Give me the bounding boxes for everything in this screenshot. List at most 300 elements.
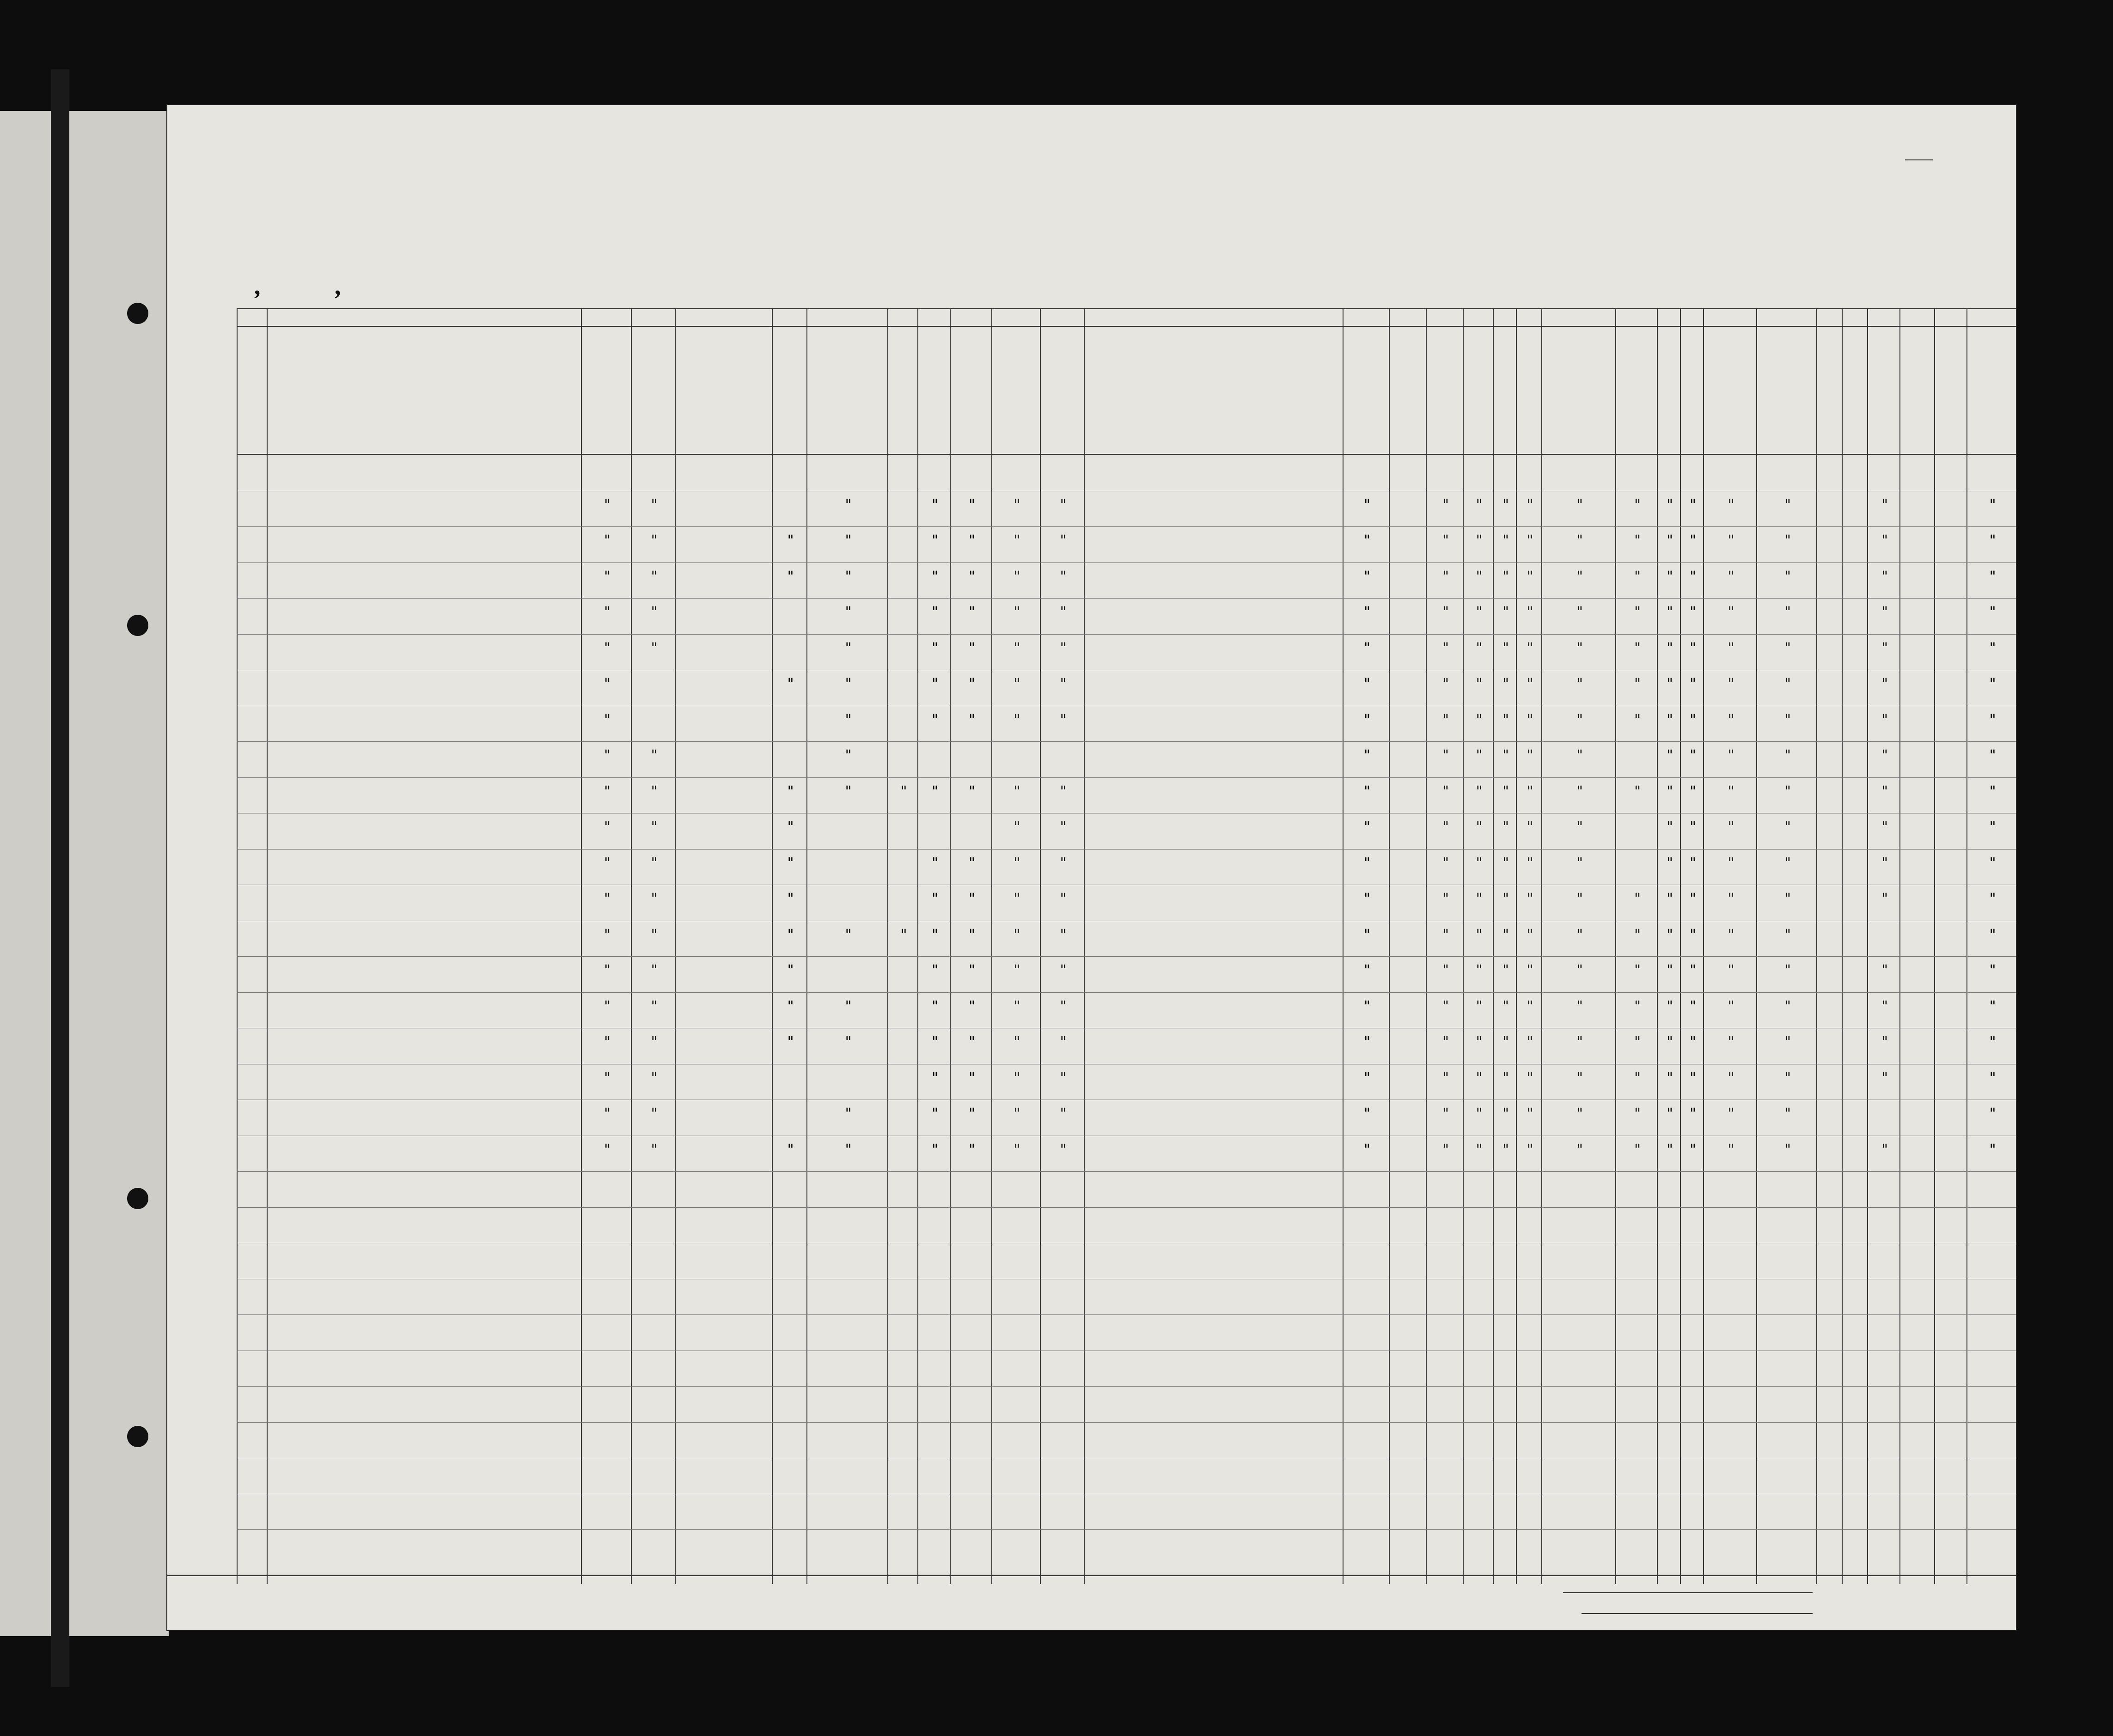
ditto-mark: " [1988, 926, 1997, 943]
ditto-mark: " [1633, 496, 1642, 513]
ditto-mark: " [1727, 891, 1735, 907]
ditto-mark: " [844, 1034, 853, 1050]
ditto-mark: " [1441, 640, 1450, 656]
binder-hole [127, 1188, 148, 1209]
ditto-mark: " [1576, 711, 1584, 728]
ditto-mark: " [968, 962, 977, 978]
ditto-mark: " [1441, 962, 1450, 978]
grid-vline [1703, 308, 1704, 1584]
grid-vline [1966, 308, 1967, 1584]
ditto-mark: " [1783, 676, 1792, 692]
ditto-mark: " [1727, 1034, 1735, 1050]
ditto-mark: " [1475, 1034, 1484, 1050]
ditto-mark: " [1502, 604, 1510, 620]
ditto-mark: " [931, 855, 940, 871]
grid-vline [1516, 308, 1517, 1584]
grid-row-rule [237, 1207, 2016, 1208]
ditto-mark: " [1526, 640, 1534, 656]
grid-hline [167, 1575, 2016, 1576]
ditto-mark: " [1059, 855, 1068, 871]
ditto-mark: " [1881, 640, 1889, 656]
ditto-mark: " [1059, 926, 1068, 943]
ditto-mark: " [1059, 532, 1068, 549]
ditto-mark: " [1441, 711, 1450, 728]
ditto-mark: " [1059, 1141, 1068, 1158]
grid-vline [1040, 308, 1041, 1584]
ditto-mark: " [931, 532, 940, 549]
ditto-mark: " [603, 676, 612, 692]
ditto-mark: " [1881, 568, 1889, 585]
grid-row-rule [237, 526, 2016, 527]
ditto-mark: " [1633, 604, 1642, 620]
ditto-mark: " [1013, 604, 1021, 620]
ditto-mark: " [1013, 819, 1021, 835]
ditto-mark: " [1988, 1106, 1997, 1122]
ditto-mark: " [931, 1070, 940, 1086]
ditto-mark: " [1059, 604, 1068, 620]
ditto-mark: " [1689, 891, 1698, 907]
ditto-mark: " [1502, 855, 1510, 871]
ditto-mark: " [1475, 676, 1484, 692]
ditto-mark: " [1502, 747, 1510, 764]
ditto-mark: " [603, 926, 612, 943]
ditto-mark: " [1689, 926, 1698, 943]
ditto-mark: " [650, 1070, 659, 1086]
ditto-mark: " [1013, 1070, 1021, 1086]
ditto-mark: " [1576, 676, 1584, 692]
ditto-mark: " [1526, 819, 1534, 835]
ditto-mark: " [1363, 747, 1372, 764]
grid-row-rule [237, 1314, 2016, 1315]
ditto-mark: " [931, 1034, 940, 1050]
ditto-mark: " [1502, 1141, 1510, 1158]
ditto-mark: " [1363, 532, 1372, 549]
ditto-mark: " [1502, 962, 1510, 978]
ditto-mark: " [1633, 676, 1642, 692]
ditto-mark: " [1475, 855, 1484, 871]
ditto-mark: " [1526, 783, 1534, 800]
ditto-mark: " [786, 962, 795, 978]
ditto-mark: " [968, 855, 977, 871]
ditto-mark: " [1475, 604, 1484, 620]
ditto-mark: " [1689, 532, 1698, 549]
ditto-mark: " [1059, 568, 1068, 585]
ditto-mark: " [1988, 1141, 1997, 1158]
ditto-mark: " [1783, 711, 1792, 728]
ditto-mark: " [1666, 711, 1674, 728]
ditto-mark: " [1727, 783, 1735, 800]
ditto-mark: " [1526, 1141, 1534, 1158]
ditto-mark: " [899, 926, 908, 943]
grid-vline [1842, 308, 1843, 1584]
ditto-mark: " [1666, 819, 1674, 835]
ditto-mark: " [1666, 1070, 1674, 1086]
ditto-mark: " [1013, 926, 1021, 943]
ditto-mark: " [650, 568, 659, 585]
ditto-mark: " [1363, 1034, 1372, 1050]
ditto-mark: " [931, 496, 940, 513]
ditto-mark: " [1783, 1106, 1792, 1122]
ditto-mark: " [1988, 855, 1997, 871]
ditto-mark: " [650, 962, 659, 978]
grid-row-rule [237, 562, 2016, 563]
ditto-mark: " [968, 783, 977, 800]
ditto-mark: " [1576, 496, 1584, 513]
grid-vline [237, 308, 238, 1584]
ditto-mark: " [1689, 962, 1698, 978]
ditto-mark: " [1666, 1141, 1674, 1158]
ditto-mark: " [844, 783, 853, 800]
ditto-mark: " [1666, 783, 1674, 800]
ditto-mark: " [844, 604, 853, 620]
grid-vline [1084, 308, 1085, 1584]
ditto-mark: " [650, 1141, 659, 1158]
ditto-mark: " [1881, 532, 1889, 549]
ditto-mark: " [1666, 1106, 1674, 1122]
ditto-mark: " [1988, 962, 1997, 978]
ditto-mark: " [1502, 891, 1510, 907]
ditto-mark: " [1526, 962, 1534, 978]
ditto-mark: " [968, 640, 977, 656]
ditto-mark: " [1475, 819, 1484, 835]
ditto-mark: " [1526, 604, 1534, 620]
ditto-mark: " [931, 568, 940, 585]
ditto-mark: " [1783, 532, 1792, 549]
ditto-mark: " [1666, 855, 1674, 871]
ditto-mark: " [1576, 640, 1584, 656]
ditto-mark: " [1502, 926, 1510, 943]
ditto-mark: " [1727, 855, 1735, 871]
grid-vline [917, 308, 918, 1584]
ditto-mark: " [1363, 998, 1372, 1015]
ditto-mark: " [1633, 640, 1642, 656]
ditto-mark: " [1727, 640, 1735, 656]
ditto-mark: " [1013, 496, 1021, 513]
ditto-mark: " [1363, 568, 1372, 585]
ditto-mark: " [1633, 783, 1642, 800]
ditto-mark: " [1059, 962, 1068, 978]
ditto-mark: " [786, 855, 795, 871]
ditto-mark: " [1576, 998, 1584, 1015]
ditto-mark: " [603, 855, 612, 871]
ditto-mark: " [603, 783, 612, 800]
ditto-mark: " [1441, 891, 1450, 907]
ditto-mark: " [1727, 747, 1735, 764]
ditto-mark: " [1783, 819, 1792, 835]
ditto-mark: " [1363, 1070, 1372, 1086]
ditto-mark: " [844, 926, 853, 943]
ditto-mark: " [1666, 532, 1674, 549]
ditto-mark: " [1666, 962, 1674, 978]
ditto-mark: " [1727, 926, 1735, 943]
ditto-mark: " [1363, 891, 1372, 907]
ditto-mark: " [1783, 747, 1792, 764]
ditto-mark: " [1526, 676, 1534, 692]
ditto-mark: " [1988, 568, 1997, 585]
ditto-mark: " [1988, 676, 1997, 692]
ditto-mark: " [1013, 891, 1021, 907]
ditto-mark: " [1666, 998, 1674, 1015]
ditto-mark: " [1013, 676, 1021, 692]
grid-vline [581, 308, 582, 1584]
ditto-mark: " [650, 783, 659, 800]
ditto-mark: " [1475, 496, 1484, 513]
ditto-mark: " [1881, 855, 1889, 871]
grid-row-rule [237, 634, 2016, 635]
ditto-mark: " [1881, 783, 1889, 800]
grid-vline [1541, 308, 1542, 1584]
ditto-mark: " [650, 1034, 659, 1050]
ditto-mark: " [1441, 1106, 1450, 1122]
ditto-mark: " [1363, 962, 1372, 978]
ditto-mark: " [844, 1141, 853, 1158]
ditto-mark: " [1059, 676, 1068, 692]
ditto-mark: " [1526, 855, 1534, 871]
grid-row-rule [237, 777, 2016, 778]
ditto-mark: " [844, 711, 853, 728]
ditto-mark: " [1441, 1141, 1450, 1158]
ditto-mark: " [1727, 604, 1735, 620]
ditto-mark: " [1475, 568, 1484, 585]
ditto-mark: " [603, 819, 612, 835]
ditto-mark: " [1783, 496, 1792, 513]
ditto-mark: " [1013, 568, 1021, 585]
ditto-mark: " [1689, 496, 1698, 513]
ditto-mark: " [1576, 1106, 1584, 1122]
grid-vline [1680, 308, 1681, 1584]
left-page-stub [0, 111, 169, 1636]
ditto-mark: " [1633, 926, 1642, 943]
grid-vline [950, 308, 951, 1584]
ditto-mark: " [786, 1034, 795, 1050]
ditto-mark: " [1502, 1070, 1510, 1086]
ditto-mark: " [1881, 604, 1889, 620]
ditto-mark: " [1502, 783, 1510, 800]
grid-vline [1756, 308, 1757, 1584]
ditto-mark: " [1727, 1106, 1735, 1122]
ditto-mark: " [931, 783, 940, 800]
ditto-mark: " [786, 1141, 795, 1158]
ditto-mark: " [1502, 640, 1510, 656]
ditto-mark: " [1988, 1070, 1997, 1086]
ditto-mark: " [1881, 1034, 1889, 1050]
ditto-mark: " [603, 568, 612, 585]
binder-hole [127, 303, 148, 324]
ditto-mark: " [1441, 926, 1450, 943]
ditto-mark: " [968, 998, 977, 1015]
grid-vline [1615, 308, 1616, 1584]
ditto-mark: " [1633, 962, 1642, 978]
ditto-mark: " [1013, 855, 1021, 871]
ditto-mark: " [1441, 568, 1450, 585]
ditto-mark: " [1576, 819, 1584, 835]
ditto-mark: " [1689, 1034, 1698, 1050]
ditto-mark: " [1689, 604, 1698, 620]
ditto-mark: " [1059, 998, 1068, 1015]
ditto-mark: " [1988, 747, 1997, 764]
ditto-mark: " [1475, 891, 1484, 907]
ditto-mark: " [1526, 891, 1534, 907]
ditto-mark: " [786, 783, 795, 800]
ditto-mark: " [1363, 711, 1372, 728]
ditto-mark: " [603, 1070, 612, 1086]
ditto-mark: " [1526, 926, 1534, 943]
ditto-mark: " [1576, 926, 1584, 943]
ditto-mark: " [1475, 962, 1484, 978]
ditto-mark: " [844, 532, 853, 549]
ditto-mark: " [968, 496, 977, 513]
ditto-mark: " [1059, 711, 1068, 728]
ditto-mark: " [1502, 496, 1510, 513]
ditto-mark: " [1727, 1070, 1735, 1086]
ditto-mark: " [1502, 711, 1510, 728]
ditto-mark: " [1988, 783, 1997, 800]
ditto-mark: " [1363, 855, 1372, 871]
binder-hole [127, 615, 148, 636]
ditto-mark: " [1363, 819, 1372, 835]
ditto-mark: " [1727, 711, 1735, 728]
ditto-mark: " [1881, 998, 1889, 1015]
ditto-mark: " [968, 711, 977, 728]
ditto-mark: " [931, 891, 940, 907]
ditto-mark: " [1689, 747, 1698, 764]
ditto-mark: " [1475, 747, 1484, 764]
binder-hole [127, 1426, 148, 1447]
grid-row-rule [237, 1171, 2016, 1172]
ditto-mark: " [1059, 640, 1068, 656]
ditto-mark: " [1059, 819, 1068, 835]
ditto-mark: " [1013, 998, 1021, 1015]
ditto-mark: " [1666, 568, 1674, 585]
grid-vline [1389, 308, 1390, 1584]
ditto-mark: " [1881, 496, 1889, 513]
ditto-mark: " [603, 962, 612, 978]
grid-vline [1493, 308, 1494, 1584]
grid-row-rule [237, 956, 2016, 957]
ditto-mark: " [786, 998, 795, 1015]
ditto-mark: " [1475, 532, 1484, 549]
ditto-mark: " [931, 1106, 940, 1122]
ditto-mark: " [1727, 819, 1735, 835]
grid-vline [1343, 308, 1344, 1584]
ditto-mark: " [1783, 783, 1792, 800]
grid-row-rule [237, 741, 2016, 742]
ditto-mark: " [844, 747, 853, 764]
ditto-mark: " [1475, 640, 1484, 656]
grid-vline [887, 308, 888, 1584]
ditto-mark: " [1988, 891, 1997, 907]
ditto-mark: " [1526, 568, 1534, 585]
ditto-mark: " [1727, 676, 1735, 692]
ditto-mark: " [1689, 676, 1698, 692]
grid-vline [806, 308, 807, 1584]
grid-vline [1657, 308, 1658, 1584]
grid-row-rule [237, 598, 2016, 599]
ditto-mark: " [1633, 1106, 1642, 1122]
ditto-mark: " [1689, 1141, 1698, 1158]
grid-vline [1899, 308, 1900, 1584]
ditto-mark: " [1576, 891, 1584, 907]
ditto-mark: " [1633, 1141, 1642, 1158]
ditto-mark: " [603, 604, 612, 620]
ditto-mark: " [1881, 891, 1889, 907]
ditto-mark: " [1576, 855, 1584, 871]
ditto-mark: " [1633, 1070, 1642, 1086]
ditto-mark: " [931, 711, 940, 728]
ditto-mark: " [1059, 496, 1068, 513]
ditto-mark: " [1881, 676, 1889, 692]
ditto-mark: " [1689, 855, 1698, 871]
ditto-mark: " [1363, 640, 1372, 656]
ditto-mark: " [931, 640, 940, 656]
ditto-mark: " [1059, 891, 1068, 907]
ditto-mark: " [1576, 783, 1584, 800]
grid-vline [991, 308, 992, 1584]
ditto-mark: " [1475, 1070, 1484, 1086]
ditto-mark: " [1666, 891, 1674, 907]
ditto-mark: " [1059, 1070, 1068, 1086]
ditto-mark: " [1727, 1141, 1735, 1158]
ditto-mark: " [1689, 819, 1698, 835]
ditto-mark: " [1988, 1034, 1997, 1050]
ditto-mark: " [1502, 998, 1510, 1015]
ditto-mark: " [1013, 1106, 1021, 1122]
ditto-mark: " [844, 676, 853, 692]
ditto-mark: " [1475, 711, 1484, 728]
grid-row-rule [237, 992, 2016, 993]
ditto-mark: " [650, 998, 659, 1015]
ditto-mark: " [1441, 604, 1450, 620]
ditto-mark: " [603, 640, 612, 656]
ditto-mark: " [1783, 891, 1792, 907]
ditto-mark: " [786, 532, 795, 549]
ditto-mark: " [1783, 855, 1792, 871]
ditto-mark: " [1576, 604, 1584, 620]
ditto-mark: " [1059, 1034, 1068, 1050]
ditto-mark: " [1363, 496, 1372, 513]
line-rule [1563, 1592, 1813, 1593]
ditto-mark: " [931, 1141, 940, 1158]
ditto-mark: " [968, 604, 977, 620]
ditto-mark: " [1783, 962, 1792, 978]
ditto-mark: " [1727, 532, 1735, 549]
grid-hline [237, 454, 2016, 455]
ditto-mark: " [844, 640, 853, 656]
ditto-mark: " [1988, 604, 1997, 620]
ditto-mark: " [1988, 496, 1997, 513]
ditto-mark: " [1526, 532, 1534, 549]
ditto-mark: " [1727, 998, 1735, 1015]
ditto-mark: " [603, 711, 612, 728]
ditto-mark: " [1689, 1070, 1698, 1086]
ditto-mark: " [968, 568, 977, 585]
ditto-mark: " [1363, 1141, 1372, 1158]
ditto-mark: " [603, 1106, 612, 1122]
ditto-mark: " [1576, 962, 1584, 978]
ditto-mark: " [1881, 747, 1889, 764]
ditto-mark: " [1441, 747, 1450, 764]
ditto-mark: " [931, 962, 940, 978]
ditto-mark: " [968, 891, 977, 907]
ditto-mark: " [1988, 819, 1997, 835]
ditto-mark: " [1783, 998, 1792, 1015]
ditto-mark: " [1441, 998, 1450, 1015]
ditto-mark: " [899, 783, 908, 800]
ditto-mark: " [650, 604, 659, 620]
ditto-mark: " [650, 532, 659, 549]
ditto-mark: " [1633, 891, 1642, 907]
ditto-mark: " [1502, 676, 1510, 692]
